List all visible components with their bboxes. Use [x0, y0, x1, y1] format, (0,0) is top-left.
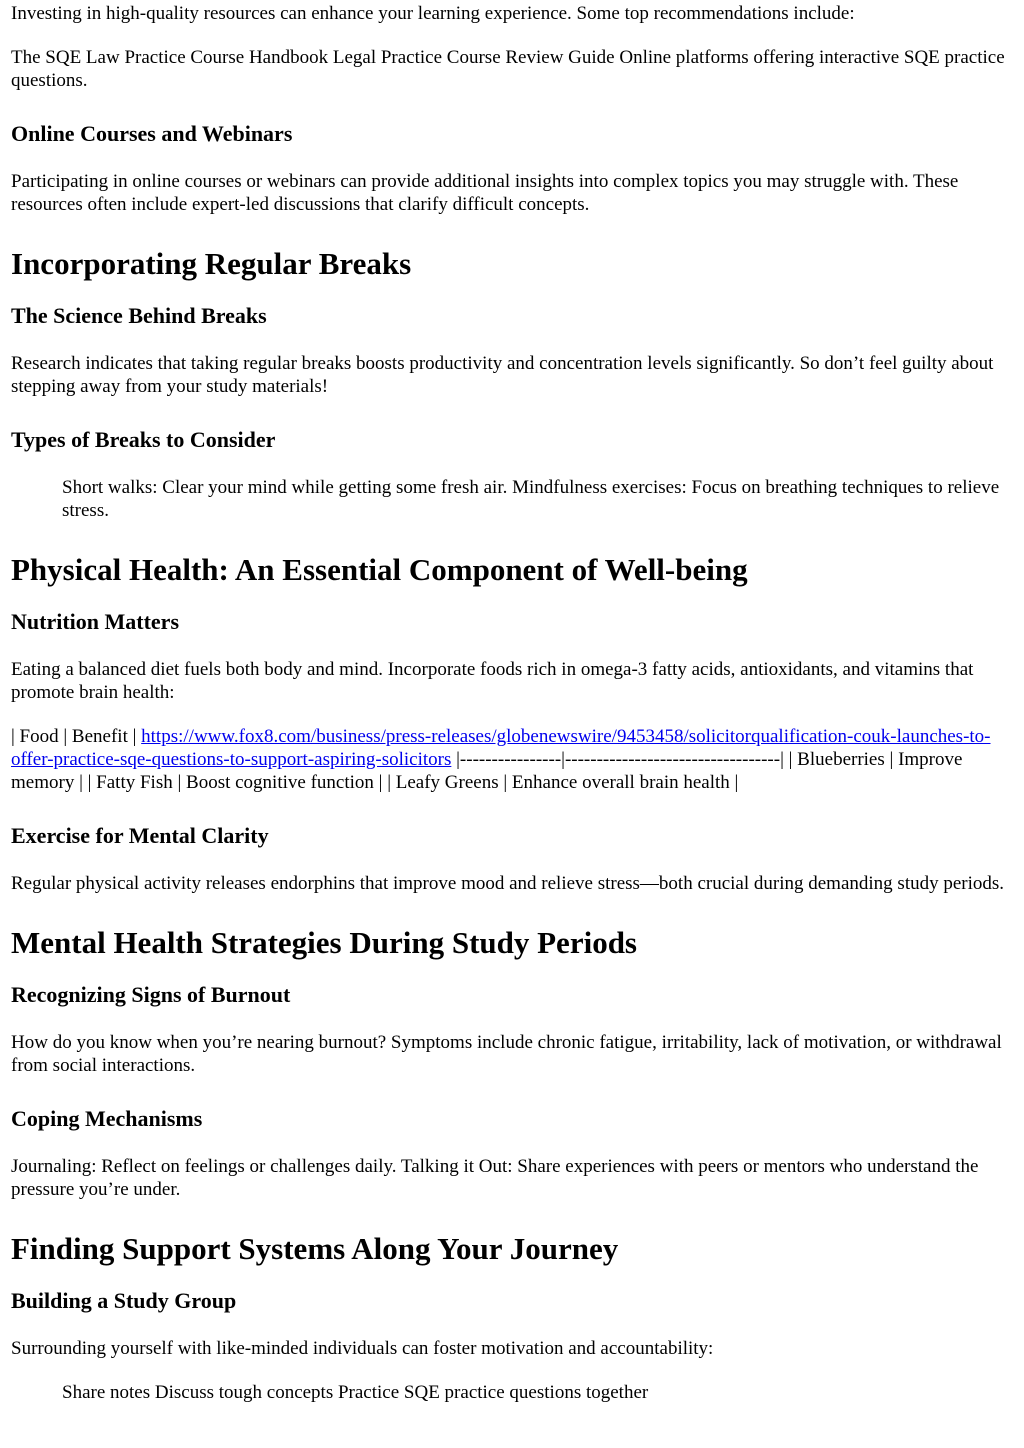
types-breaks-heading: Types of Breaks to Consider	[11, 427, 276, 452]
burnout-heading: Recognizing Signs of Burnout	[11, 982, 291, 1007]
study-group-paragraph: Surrounding yourself with like-minded individuals can foster motivation and accountability:	[11, 1338, 714, 1359]
science-breaks-heading: The Science Behind Breaks	[11, 303, 267, 328]
study-group-heading: Building a Study Group	[11, 1288, 237, 1313]
article-body	[0, 2, 1024, 1404]
fox8-article-link[interactable]: https://www.fox8.com/business/press-releases/globenewswire/9453458/solicitorqualification-couk-launches-to-offer-practice-sqe-questions-to-support-aspiring-solicitors	[11, 726, 991, 770]
exercise-heading: Exercise for Mental Clarity	[11, 823, 269, 848]
intro-paragraph: Investing in high-quality resources can enhance your learning experience. Some top recommendations include:	[11, 3, 855, 24]
mental-health-heading: Mental Health Strategies During Study Periods	[11, 925, 637, 960]
coping-paragraph: Journaling: Reflect on feelings or challenges daily. Talking it Out: Share experiences with peers or mentors who understand the pressure you’re under.	[11, 1156, 979, 1200]
study-group-list: Share notes Discuss tough concepts Practice SQE practice questions together	[62, 1382, 649, 1403]
coping-heading: Coping Mechanisms	[11, 1106, 203, 1131]
science-breaks-paragraph: Research indicates that taking regular breaks boosts productivity and concentration levels significantly. So don’t feel guilty about stepping away from your study materials!	[11, 353, 994, 397]
food-table-prefix: | Food | Benefit |	[11, 726, 142, 747]
exercise-paragraph: Regular physical activity releases endorphins that improve mood and relieve stress—both crucial during demanding study periods.	[11, 873, 1005, 894]
resources-list: The SQE Law Practice Course Handbook Legal Practice Course Review Guide Online platforms offering interactive SQE practice questions.	[11, 47, 1005, 91]
physical-health-heading: Physical Health: An Essential Component of Well-being	[11, 552, 748, 587]
breaks-heading: Incorporating Regular Breaks	[11, 246, 412, 281]
support-systems-heading: Finding Support Systems Along Your Journey	[11, 1231, 619, 1266]
nutrition-paragraph: Eating a balanced diet fuels both body and mind. Incorporate foods rich in omega-3 fatty acids, antioxidants, and vitamins that promote brain health:	[11, 659, 974, 703]
online-courses-paragraph: Participating in online courses or webinars can provide additional insights into complex topics you may struggle with. These resources often include expert-led discussions that clarify difficult concepts.	[11, 171, 959, 215]
food-table-rows: |----------------|----------------------------------| | Blueberries | Improve memory | | Fatty Fish | Boost cognitive function | | Leafy Greens | Enhance overall brain health |	[11, 749, 963, 793]
burnout-paragraph: How do you know when you’re nearing burnout? Symptoms include chronic fatigue, irritability, lack of motivation, or withdrawal from social interactions.	[11, 1032, 1002, 1076]
types-breaks-list: Short walks: Clear your mind while getting some fresh air. Mindfulness exercises: Focus on breathing techniques to relieve stress.	[62, 477, 1000, 521]
food-table-text	[11, 725, 1008, 794]
online-courses-heading: Online Courses and Webinars	[11, 121, 293, 146]
nutrition-heading: Nutrition Matters	[11, 609, 180, 634]
